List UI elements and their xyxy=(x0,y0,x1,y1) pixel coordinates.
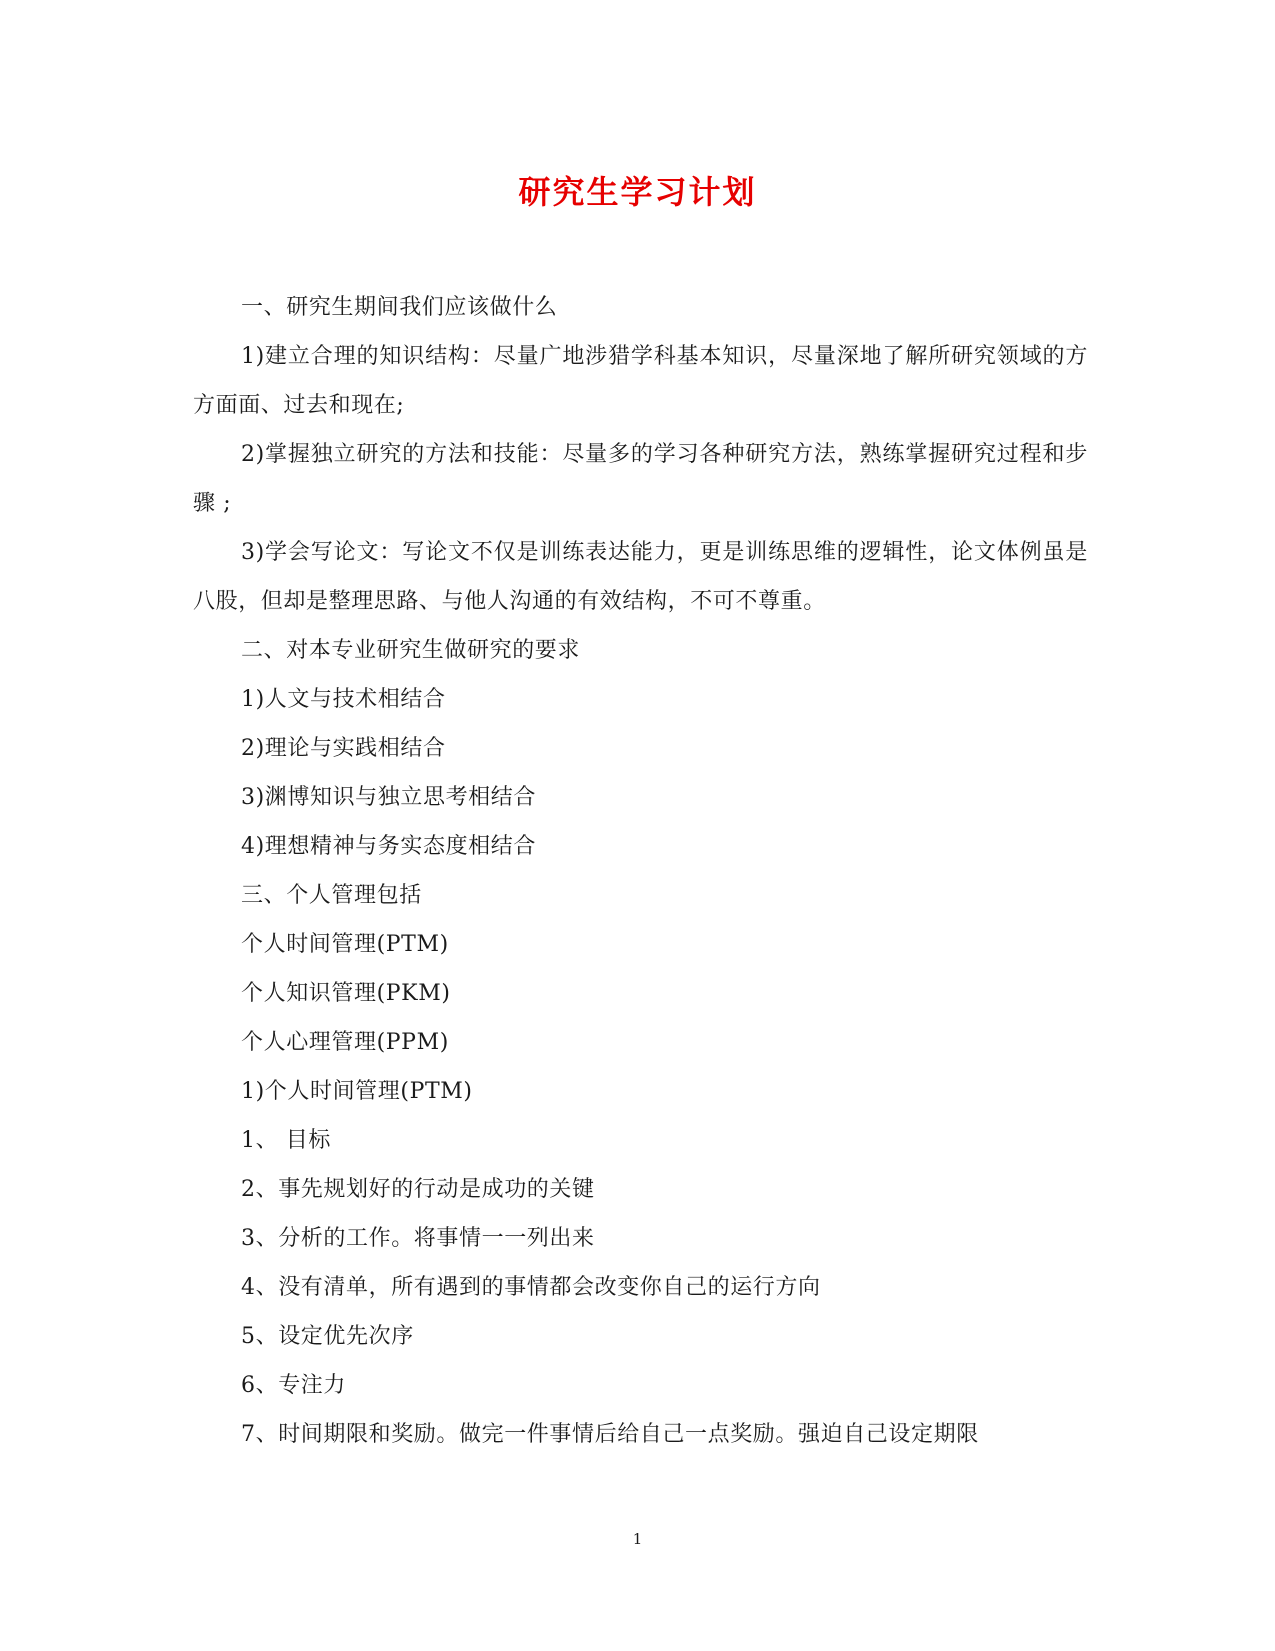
list-item: 1)人文与技术相结合 xyxy=(241,687,446,712)
document-body xyxy=(193,283,1088,1459)
page-number: 1 xyxy=(632,1530,643,1548)
list-item: 4、没有清单，所有遇到的事情都会改变你自己的运行方向 xyxy=(241,1275,821,1300)
list-item: 1、 目标 xyxy=(241,1128,331,1153)
paragraph: 2)掌握独立研究的方法和技能：尽量多的学习各种研究方法，熟练掌握研究过程和步骤 ; xyxy=(193,442,1088,516)
document-title: 研究生学习计划 xyxy=(518,173,757,211)
list-item: 2)理论与实践相结合 xyxy=(241,736,446,761)
list-item: 个人知识管理(PKM) xyxy=(241,981,451,1006)
list-item: 7、时间期限和奖励。做完一件事情后给自己一点奖励。强迫自己设定期限 xyxy=(241,1422,979,1447)
list-item: 6、专注力 xyxy=(241,1373,346,1398)
list-item: 3、分析的工作。将事情一一列出来 xyxy=(241,1226,595,1251)
list-item: 4)理想精神与务实态度相结合 xyxy=(241,834,536,859)
sub-heading: 1)个人时间管理(PTM) xyxy=(241,1079,473,1104)
list-item: 3)渊博知识与独立思考相结合 xyxy=(241,785,536,810)
list-item: 2、事先规划好的行动是成功的关键 xyxy=(241,1177,595,1202)
paragraph: 1)建立合理的知识结构：尽量广地涉猎学科基本知识，尽量深地了解所研究领域的方方面面、过去和现在; xyxy=(193,344,1088,418)
paragraph: 3)学会写论文：写论文不仅是训练表达能力，更是训练思维的逻辑性，论文体例虽是八股，但却是整理思路、与他人沟通的有效结构，不可不尊重。 xyxy=(193,540,1088,614)
section-heading-3: 三、个人管理包括 xyxy=(241,883,422,908)
list-item: 个人时间管理(PTM) xyxy=(241,932,449,957)
list-item: 个人心理管理(PPM) xyxy=(241,1030,449,1055)
section-heading-1: 一、研究生期间我们应该做什么 xyxy=(241,295,558,320)
list-item: 5、设定优先次序 xyxy=(241,1324,414,1349)
section-heading-2: 二、对本专业研究生做研究的要求 xyxy=(241,638,581,663)
